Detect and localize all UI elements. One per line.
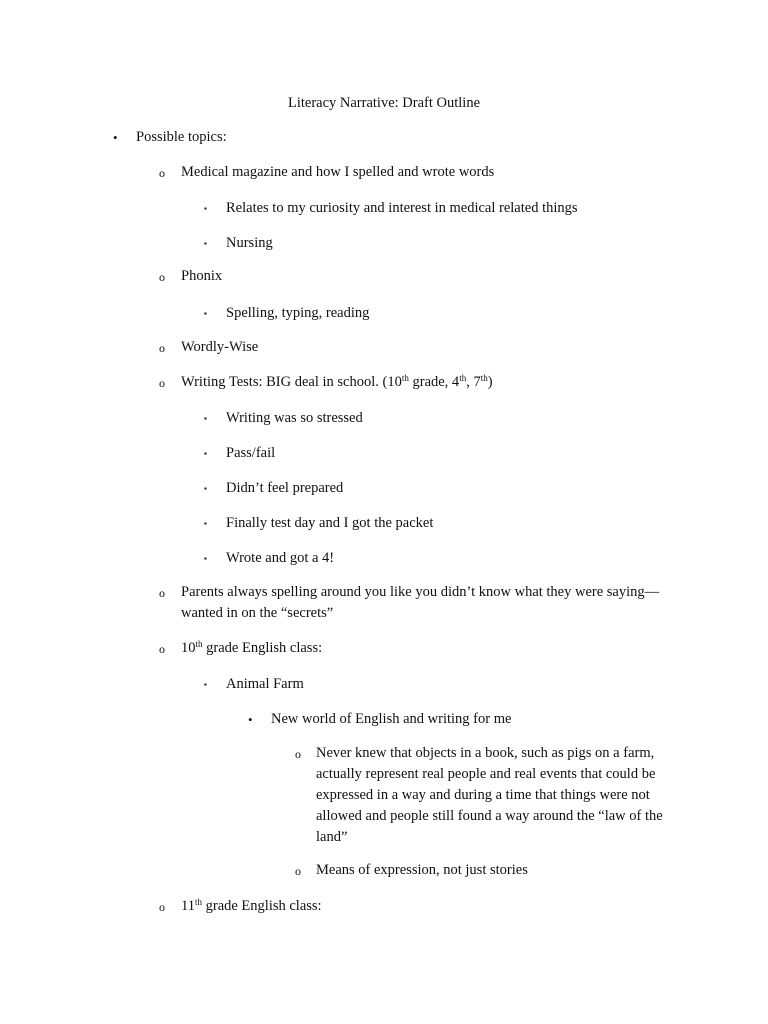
list-item	[204, 303, 370, 324]
item-text: Nursing	[226, 235, 273, 251]
bullet-circle-icon: o	[159, 270, 165, 284]
list-item	[113, 127, 227, 148]
list-item	[159, 896, 322, 917]
list-item	[204, 548, 335, 569]
list-item	[204, 674, 304, 695]
item-text: Possible topics:	[136, 129, 227, 145]
item-text: Means of expression, not just stories	[316, 862, 528, 878]
list-item	[204, 408, 363, 429]
item-text: New world of English and writing for me	[271, 711, 512, 727]
list-item	[204, 233, 273, 254]
bullet-square-icon: ▪	[204, 309, 207, 318]
item-text: Phonix	[181, 268, 223, 284]
item-text: 10th grade English class:	[181, 639, 323, 656]
bullet-circle-icon: o	[159, 900, 165, 914]
bullet-disc-icon: •	[113, 130, 118, 145]
list-item	[159, 582, 660, 624]
item-text: Pass/fail	[226, 445, 276, 461]
bullet-square-icon: ▪	[204, 484, 207, 493]
list-item	[204, 513, 434, 534]
item-text: 11th grade English class:	[181, 897, 322, 914]
item-text: Never knew that objects in a book, such as pigs on a farm, actually represent real people and real events that could be expressed in a way and during a time that things were not allowed and people still found a way around the “law of the land”	[316, 745, 663, 845]
bullet-square-icon: ▪	[204, 519, 207, 528]
item-text: Wordly-Wise	[181, 339, 259, 355]
list-item	[159, 162, 495, 183]
list-item	[248, 709, 512, 730]
bullet-circle-icon: o	[159, 642, 165, 656]
bullet-square-icon: ▪	[204, 449, 207, 458]
item-text: Writing Tests: BIG deal in school. (10th grade, 4th, 7th)	[181, 373, 493, 390]
item-text-line: wanted in on the “secrets”	[181, 605, 334, 621]
item-text: Medical magazine and how I spelled and wrote words	[181, 164, 495, 180]
bullet-square-icon: ▪	[204, 414, 207, 423]
list-item	[295, 743, 688, 848]
list-item	[204, 443, 276, 464]
list-item	[159, 372, 493, 393]
item-text: Relates to my curiosity and interest in medical related things	[226, 200, 578, 216]
bullet-square-icon: ▪	[204, 554, 207, 563]
bullet-circle-icon: o	[159, 586, 165, 600]
bullet-square-icon: ▪	[204, 204, 207, 213]
item-text: Spelling, typing, reading	[226, 305, 370, 321]
item-text: Wrote and got a 4!	[226, 550, 335, 566]
list-item	[159, 638, 323, 659]
bullet-circle-icon: o	[295, 747, 301, 761]
item-text: Finally test day and I got the packet	[226, 515, 434, 531]
list-item	[159, 337, 259, 358]
document-title: Literacy Narrative: Draft Outline	[287, 95, 481, 111]
bullet-disc-icon: •	[248, 712, 253, 727]
item-text: Animal Farm	[226, 676, 304, 692]
bullet-circle-icon: o	[159, 341, 165, 355]
list-item	[159, 266, 223, 287]
item-text-line: Parents always spelling around you like you didn’t know what they were saying—	[181, 584, 660, 600]
item-text: Writing was so stressed	[226, 410, 363, 426]
list-item	[204, 198, 578, 219]
item-text: Didn’t feel prepared	[226, 480, 344, 496]
bullet-circle-icon: o	[159, 376, 165, 390]
bullet-circle-icon: o	[295, 864, 301, 878]
bullet-circle-icon: o	[159, 166, 165, 180]
list-item	[204, 478, 344, 499]
bullet-square-icon: ▪	[204, 239, 207, 248]
list-item	[295, 860, 528, 881]
bullet-square-icon: ▪	[204, 680, 207, 689]
